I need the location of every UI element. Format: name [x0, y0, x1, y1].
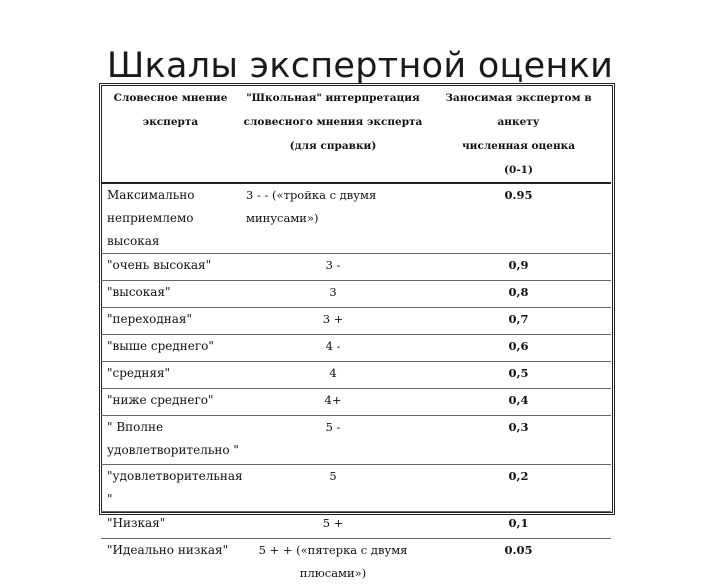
header-line: численная оценка [426, 134, 611, 158]
grade-cell: 5 + + («пятерка с двумя плюсами») [240, 539, 426, 585]
table-row [101, 362, 611, 389]
grade-cell: 4 [240, 362, 426, 389]
grade-cell: 5 - [240, 416, 426, 465]
rating-cell: "ниже среднего" [101, 389, 240, 416]
header-line: Заносимая экспертом в анкету [426, 86, 611, 134]
table-row [101, 183, 611, 254]
table-row [101, 416, 611, 465]
table-row [101, 281, 611, 308]
header-line: Словесное мнение [101, 86, 240, 110]
header-line: (0-1) [426, 158, 611, 182]
score-cell: 0,4 [426, 389, 611, 416]
score-cell: 0.05 [426, 539, 611, 585]
rating-cell: Максимально неприемлемо высокая [101, 183, 240, 254]
score-cell: 0.95 [426, 183, 611, 254]
rating-cell: "Идеально низкая" [101, 539, 240, 585]
score-cell: 0,5 [426, 362, 611, 389]
table-row [101, 308, 611, 335]
slide-title: Шкалы экспертной оценки [0, 46, 720, 86]
header-line: "Школьная" интерпретация [240, 86, 426, 110]
header-line: эксперта [101, 110, 240, 134]
header-line: (для справки) [240, 134, 426, 158]
table-header-row [101, 85, 611, 183]
rating-cell: "переходная" [101, 308, 240, 335]
grade-cell: 5 + [240, 512, 426, 539]
grade-cell: 3 - - («тройка с двумя минусами») [240, 183, 426, 254]
grade-cell: 3 [240, 281, 426, 308]
grade-cell: 5 [240, 465, 426, 512]
score-cell: 0,3 [426, 416, 611, 465]
score-cell: 0,1 [426, 512, 611, 539]
header-numeric-score [426, 85, 611, 183]
score-cell: 0,7 [426, 308, 611, 335]
rating-cell: " Вполне удовлетворительно " [101, 416, 240, 465]
grade-cell: 4 - [240, 335, 426, 362]
rating-cell: "очень высокая" [101, 254, 240, 281]
rating-cell: "высокая" [101, 281, 240, 308]
score-cell: 0,2 [426, 465, 611, 512]
rating-cell: "выше среднего" [101, 335, 240, 362]
grade-cell: 4+ [240, 389, 426, 416]
rating-cell: "средняя" [101, 362, 240, 389]
table-row [101, 254, 611, 281]
rating-cell: "Низкая" [101, 512, 240, 539]
grade-cell: 3 - [240, 254, 426, 281]
header-verbal-opinion [101, 85, 240, 183]
grade-cell: 3 + [240, 308, 426, 335]
rating-cell: "удовлетворительная " [101, 465, 240, 512]
expert-rating-table [101, 85, 611, 585]
score-cell: 0,8 [426, 281, 611, 308]
table-row [101, 389, 611, 416]
table-row [101, 539, 611, 585]
score-cell: 0,6 [426, 335, 611, 362]
score-cell: 0,9 [426, 254, 611, 281]
header-school-interpretation [240, 85, 426, 183]
table-row [101, 465, 611, 512]
table-row [101, 512, 611, 539]
table-row [101, 335, 611, 362]
header-line: словесного мнения эксперта [240, 110, 426, 134]
